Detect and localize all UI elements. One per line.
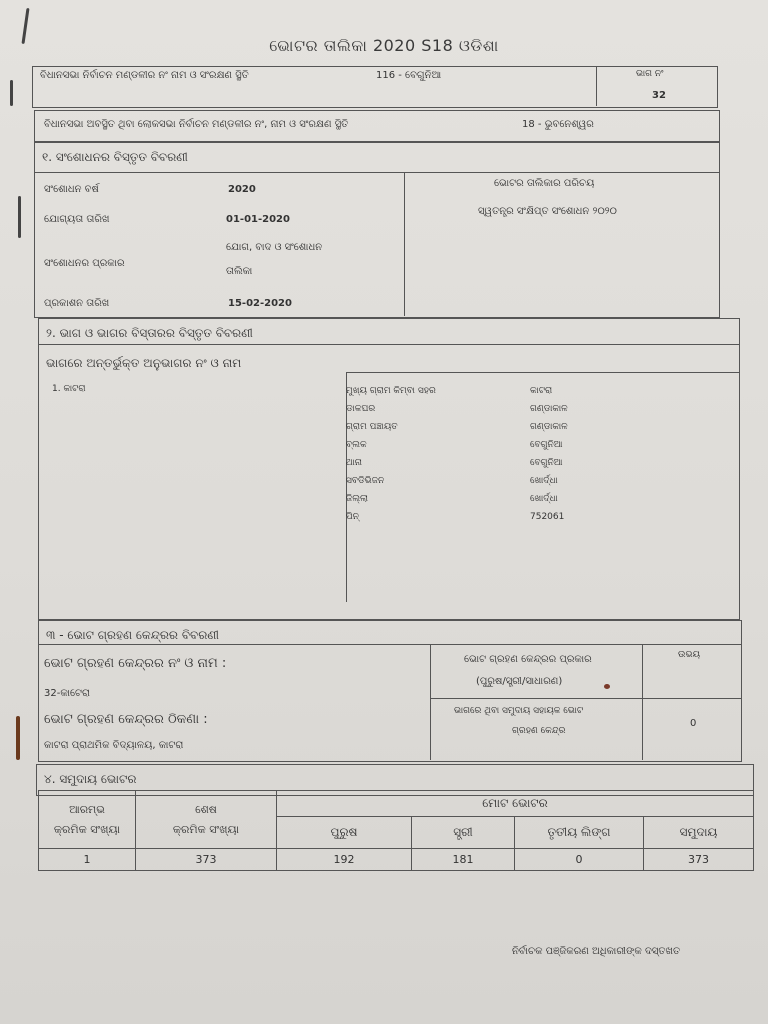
roll-identity-label: ଭୋଟର ତାଲିକାର ପରିଚୟ [494, 178, 595, 189]
end-serial-value: 373 [136, 849, 277, 871]
female-header: ସ୍ତ୍ରୀ [412, 817, 515, 849]
ink-mark [16, 716, 20, 760]
total-voters-header: ମୋଟ ଭୋଟର [277, 791, 754, 817]
section2-heading-rule [38, 344, 739, 345]
section1-divider [404, 172, 405, 316]
part-value: 32 [652, 90, 666, 101]
section3-value-divider [642, 644, 643, 760]
signature-label: ନିର୍ବାଚକ ପଞ୍ଜିକରଣ ଅଧିକାରୀଙ୍କ ଦସ୍ତଖତ [512, 946, 681, 957]
section3-heading-rule [38, 644, 741, 645]
publication-date-value: 15-02-2020 [228, 298, 292, 309]
section1-box [34, 142, 720, 318]
section3-mid-rule [430, 698, 741, 699]
district-value: ଖୋର୍ଦ୍ଧା [530, 494, 558, 504]
section3-divider [430, 644, 431, 760]
revision-type-value-line2: ତାଲିକା [226, 266, 253, 277]
section1-heading: ୧. ସଂଶୋଧନର ବିସ୍ତୃତ ବିବରଣୀ [42, 150, 188, 164]
station-value: 32-କାଟେରା [44, 688, 90, 699]
revision-year-label: ସଂଶୋଧନ ବର୍ଷ [44, 184, 99, 195]
end-serial-label: ଶେଷ [195, 802, 217, 816]
auxiliary-value: 0 [690, 718, 697, 729]
post-office-label: ଡାକଘର [346, 404, 376, 414]
male-value: 192 [277, 849, 412, 871]
section3-heading: ୩ - ଭୋଟ ଗ୍ରହଣ କେନ୍ଦ୍ରର ବିବରଣୀ [46, 628, 219, 642]
station-type-value: ଉଭୟ [678, 650, 701, 660]
third-gender-header: ତୃତୀୟ ଲିଙ୍ଗ [515, 817, 644, 849]
page-title: ଭୋଟର ତାଲିକା 2020 S18 ଓଡିଶା [269, 36, 499, 55]
publication-date-label: ପ୍ରକାଶନ ତାରିଖ [44, 298, 110, 309]
station-type-label: ଭୋଟ ଗ୍ରହଣ କେନ୍ଦ୍ରର ପ୍ରକାର [464, 654, 592, 665]
start-serial-value: 1 [39, 849, 136, 871]
address-label: ଭୋଟ ଗ୍ରହଣ କେନ୍ଦ୍ରର ଠିକଣା : [44, 712, 208, 727]
assembly-value: 116 - ବେଗୁନିଆ [376, 70, 442, 81]
subdivision-value: ଖୋର୍ଦ୍ଧା [530, 476, 558, 486]
district-label: ଜିଲ୍ଲା [346, 494, 369, 504]
main-village-value: କାଟରା [530, 386, 553, 396]
panchayat-value: ଗଣ୍ଡାକାଳ [530, 422, 568, 432]
section1-heading-rule [34, 172, 719, 173]
main-village-label: ମୁଖ୍ୟ ଗ୍ରାମ କିମ୍ବା ସହର [346, 386, 436, 396]
section-list-item: 1. କାଟରା [52, 384, 86, 394]
police-station-value: ବେଗୁନିଆ [530, 458, 563, 468]
assembly-label: ବିଧାନସଭା ନିର୍ବାଚନ ମଣ୍ଡଳୀର ନଂ ନାମ ଓ ସଂରକ୍ଷଣ ସ୍ଥିତି [40, 70, 249, 81]
pin-value: 752061 [530, 512, 565, 522]
revision-year-value: 2020 [228, 184, 256, 195]
pin-label: ପିନ୍ [346, 512, 359, 522]
block-label: ବ୍ଲକ [346, 440, 367, 450]
total-value: 373 [644, 849, 754, 871]
section4-heading: ୪. ସମୁଦାୟ ଭୋଟର [44, 772, 137, 786]
parliament-value: 18 - ଭୁବନେଶ୍ୱର [522, 119, 594, 130]
end-serial-header [136, 791, 277, 849]
voter-totals-table [38, 790, 754, 871]
start-serial-label: ଆରମ୍ଭ [69, 802, 105, 816]
station-label: ଭୋଟ ଗ୍ରହଣ କେନ୍ଦ୍ରର ନଂ ଓ ନାମ : [44, 656, 227, 671]
qualifying-date-label: ଯୋଗ୍ୟତା ତାରିଖ [44, 214, 110, 225]
post-office-value: ଗଣ୍ଡାକାଳ [530, 404, 568, 414]
stain-mark [604, 684, 610, 689]
male-header: ପୁରୁଷ [277, 817, 412, 849]
auxiliary-label-line2: ଗ୍ରହଣ କେନ୍ଦ୍ର [512, 726, 566, 736]
revision-type-value: ଯୋଗ, ବାଦ ଓ ସଂଶୋଧନ [226, 242, 323, 253]
auxiliary-label: ଭାଗରେ ଥିବା ସମୁଦାୟ ସହାୟକ ଭୋଟ [454, 706, 584, 716]
roll-identity-value: ସ୍ୱତନ୍ତ୍ର ସଂକ୍ଷିପ୍ତ ସଂଶୋଧନ ୨୦୨୦ [478, 206, 617, 217]
block-value: ବେଗୁନିଆ [530, 440, 563, 450]
pencil-mark [18, 196, 21, 238]
start-serial-header [39, 791, 136, 849]
station-type-options: (ପୁରୁଷ/ସ୍ତ୍ରୀ/ସାଧାରଣ) [476, 676, 563, 687]
total-header: ସମୁଦାୟ [644, 817, 754, 849]
police-station-label: ଥାନା [346, 458, 363, 468]
subdivision-label: ସବଡିଭିଜନ [346, 476, 385, 486]
qualifying-date-value: 01-01-2020 [226, 214, 290, 225]
third-gender-value: 0 [515, 849, 644, 871]
pencil-mark [10, 80, 13, 106]
section2-heading: ୨. ଭାଗ ଓ ଭାଗର ବିସ୍ତାରର ବିସ୍ତୃତ ବିବରଣୀ [46, 326, 253, 340]
end-serial-label-2: କ୍ରମିକ ସଂଖ୍ୟା [172, 822, 240, 836]
revision-type-label: ସଂଶୋଧନର ପ୍ରକାର [44, 258, 125, 269]
panchayat-label: ଗ୍ରାମ ପଞ୍ଚାୟତ [346, 422, 398, 432]
parliament-label: ବିଧାନସଭା ଅବସ୍ଥିତ ଥିବା ଲୋକସଭା ନିର୍ବାଚନ ମଣ୍ଡଳୀର ନଂ, ନାମ ଓ ସଂରକ୍ଷଣ ସ୍ଥିତି [44, 119, 349, 130]
part-label: ଭାଗ ନଂ [636, 69, 664, 79]
part-divider [596, 66, 597, 106]
section2-subheading: ଭାଗରେ ଅନ୍ତର୍ଭୁକ୍ତ ଅନୁଭାଗର ନଂ ଓ ନାମ [46, 356, 242, 370]
details-top-rule [346, 372, 739, 373]
start-serial-label-2: କ୍ରମିକ ସଂଖ୍ୟା [53, 822, 121, 836]
female-value: 181 [412, 849, 515, 871]
address-value: କାଟରା ପ୍ରାଥମିକ ବିଦ୍ୟାଳୟ, କାଟରା [44, 740, 184, 751]
